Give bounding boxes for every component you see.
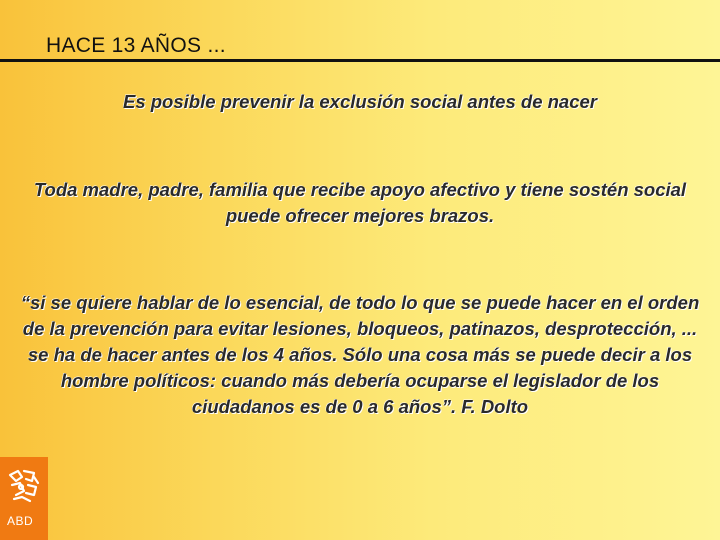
paragraph-support: Toda madre, padre, familia que recibe apoyo afectivo y tiene sostén social puede ofrecer mejores brazos. bbox=[33, 179, 687, 226]
paragraph-dolto-quote: “si se quiere hablar de lo esencial, de todo lo que se puede hacer en el orden de la prevención para evitar lesiones, bloqueos, patinazos, desprotección, ... se ha de hacer antes de los 4 años. Sólo una cosa más se puede decir a los hombre políticos: cuando más debería ocuparse el legislador de los ciudadanos es de 0 a 6 años”. F. Dolto bbox=[20, 292, 700, 417]
paragraph-exclusion: Es posible prevenir la exclusión social antes de nacer bbox=[122, 91, 597, 112]
title-divider bbox=[0, 59, 720, 62]
abd-logo bbox=[0, 457, 48, 540]
logo-text: ABD bbox=[7, 514, 34, 528]
abd-emblem-icon bbox=[4, 465, 44, 507]
slide-title: HACE 13 AÑOS ... bbox=[46, 34, 226, 57]
